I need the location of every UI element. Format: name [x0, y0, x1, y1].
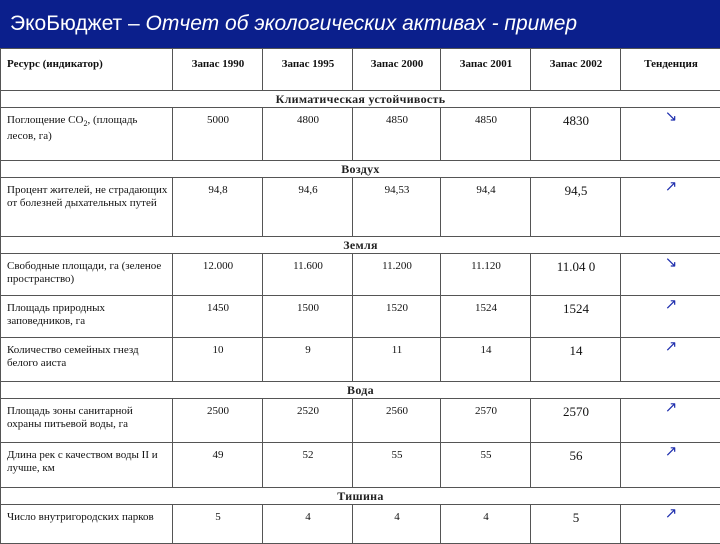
cell-2001: 94,4 [441, 178, 531, 237]
cell-2002: 94,5 [531, 178, 621, 237]
page-title-rest: Отчет об экологических активах - пример [146, 12, 578, 35]
cell-2002: 14 [531, 338, 621, 382]
cell-1990: 49 [173, 443, 263, 488]
cell-1995: 9 [263, 338, 353, 382]
row-label: Поглощение $CO_2$, (площадь лесов, га) [1, 108, 173, 161]
cell-1990: 5 [173, 505, 263, 544]
table-header-row [1, 49, 720, 91]
cell-2002: 5 [531, 505, 621, 544]
cell-1995: 1500 [263, 296, 353, 338]
cell-1990: 2500 [173, 399, 263, 443]
eco-assets-table [0, 48, 720, 544]
table-row [1, 178, 720, 237]
trend-down-icon: ↘ [621, 254, 720, 296]
section-title-air: Воздух [1, 161, 720, 178]
cell-2001: 14 [441, 338, 531, 382]
section-title-silence: Тишина [1, 488, 720, 505]
section-header [1, 161, 720, 178]
cell-2002: 56 [531, 443, 621, 488]
section-header [1, 382, 720, 399]
cell-2000: 4850 [353, 108, 441, 161]
table-row [1, 296, 720, 338]
page-title [0, 0, 720, 48]
row-label: Длина рек с качеством воды II и лучше, км [1, 443, 173, 488]
cell-1990: 5000 [173, 108, 263, 161]
trend-up-icon: ↗ [621, 505, 720, 544]
cell-2000: 1520 [353, 296, 441, 338]
table-row [1, 505, 720, 544]
section-header [1, 237, 720, 254]
header-resource: Ресурс (индикатор) [1, 49, 173, 91]
cell-2001: 2570 [441, 399, 531, 443]
cell-2002: 1524 [531, 296, 621, 338]
section-title-land: Земля [1, 237, 720, 254]
cell-1995: 52 [263, 443, 353, 488]
header-2002: Запас 2002 [531, 49, 621, 91]
header-trend: Тенденция [621, 49, 720, 91]
cell-1995: 4 [263, 505, 353, 544]
row-label: Площадь зоны санитарной охраны питьевой воды, га [1, 399, 173, 443]
section-header [1, 91, 720, 108]
table-row [1, 254, 720, 296]
row-label: Свободные площади, га (зеленое пространство) [1, 254, 173, 296]
trend-up-icon: ↗ [621, 338, 720, 382]
cell-2001: 1524 [441, 296, 531, 338]
row-label: Площадь природных заповедников, га [1, 296, 173, 338]
trend-down-icon: ↘ [621, 108, 720, 161]
cell-2001: 55 [441, 443, 531, 488]
cell-2002: 11.04 0 [531, 254, 621, 296]
table-row [1, 443, 720, 488]
cell-1995: 4800 [263, 108, 353, 161]
table-row [1, 338, 720, 382]
row-label: Процент жителей, не страдающих от болезней дыхательных путей [1, 178, 173, 237]
cell-1990: 1450 [173, 296, 263, 338]
header-1995: Запас 1995 [263, 49, 353, 91]
trend-up-icon: ↗ [621, 443, 720, 488]
page-title-lead: ЭкоБюджет – [10, 12, 146, 35]
cell-2001: 11.120 [441, 254, 531, 296]
cell-2000: 4 [353, 505, 441, 544]
row-label: Число внутригородских парков [1, 505, 173, 544]
cell-2000: 11.200 [353, 254, 441, 296]
cell-1990: 94,8 [173, 178, 263, 237]
cell-1990: 12.000 [173, 254, 263, 296]
section-header [1, 488, 720, 505]
cell-2001: 4850 [441, 108, 531, 161]
table-row [1, 108, 720, 161]
cell-2000: 2560 [353, 399, 441, 443]
header-1990: Запас 1990 [173, 49, 263, 91]
cell-2000: 11 [353, 338, 441, 382]
cell-1995: 94,6 [263, 178, 353, 237]
cell-2002: 2570 [531, 399, 621, 443]
cell-1995: 11.600 [263, 254, 353, 296]
section-title-water: Вода [1, 382, 720, 399]
row-label: Количество семейных гнезд белого аиста [1, 338, 173, 382]
cell-2002: 4830 [531, 108, 621, 161]
cell-1990: 10 [173, 338, 263, 382]
cell-1995: 2520 [263, 399, 353, 443]
section-title-climate: Климатическая устойчивость [1, 91, 720, 108]
trend-up-icon: ↗ [621, 296, 720, 338]
header-2001: Запас 2001 [441, 49, 531, 91]
cell-2001: 4 [441, 505, 531, 544]
cell-2000: 94,53 [353, 178, 441, 237]
trend-up-icon: ↗ [621, 178, 720, 237]
cell-2000: 55 [353, 443, 441, 488]
table-row [1, 399, 720, 443]
trend-up-icon: ↗ [621, 399, 720, 443]
header-2000: Запас 2000 [353, 49, 441, 91]
